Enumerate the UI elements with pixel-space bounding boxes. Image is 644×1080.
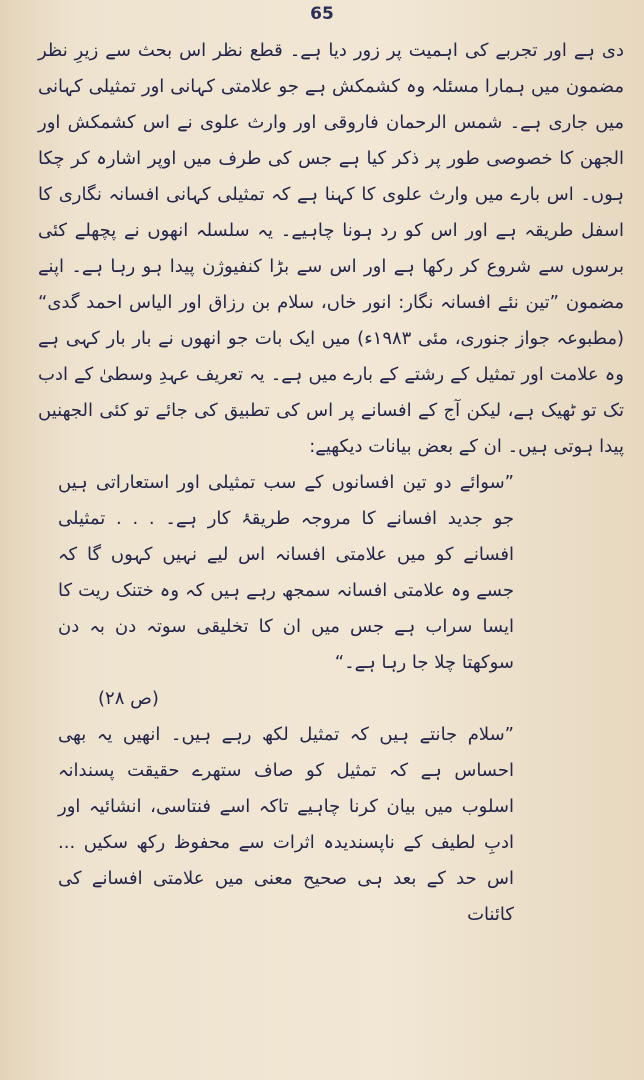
body-text xyxy=(38,33,624,933)
quote-1 xyxy=(58,465,514,717)
quote-1-reference: (ص ۲۸) xyxy=(98,688,159,709)
page-number: 65 xyxy=(310,4,334,24)
quote-1-text: ”سوائے دو تین افسانوں کے سب تمثیلی اور استعاراتی ہیں جو جدید افسانے کا مروجہ طریقۂ کار ہے۔ . . . تمثیلی افسانے کو میں علامتی افسانہ اس لیے نہیں کہوں گا کہ جسے وہ علامتی افسانہ سمجھ رہے ہیں کہ وہ ختنک ریت کا ایسا سراب ہے جس میں ان کا تخلیقی سوتہ دن بہ دن سوکھتا چلا جا رہا ہے۔“ xyxy=(58,472,514,673)
quote-2 xyxy=(58,717,514,933)
quote-2-text: ”سلام جانتے ہیں کہ تمثیل لکھ رہے ہیں۔ انھیں یہ بھی احساس ہے کہ تمثیل کو صاف ستھرے حقیقت پسندانہ اسلوب میں بیان کرنا چاہیے تاکہ اسے فنتاسی، انشائیہ اور ادبِ لطیف کے ناپسندیدہ اثرات سے محفوظ رکھ سکیں ... اس حد کے بعد ہی صحیح معنی میں علامتی افسانے کی کائنات xyxy=(58,724,514,925)
paragraph-1: دی ہے اور تجربے کی اہمیت پر زور دیا ہے۔ قطع نظر اس بحث سے زیرِ نظر مضمون میں ہمارا مسئلہ وہ کشمکش ہے جو علامتی کہانی اور تمثیلی کہانی میں جاری ہے۔ شمس الرحمان فاروقی اور وارث علوی نے اس کشمکش اور الجھن کا خصوصی طور پر ذکر کیا ہے جس کی طرف میں اوپر اشارہ کر چکا ہوں۔ اس بارے میں وارث علوی کا کہنا ہے کہ تمثیلی کہانی افسانہ نگاری کا اسفل طریقہ ہے اور اس کو رد ہونا چاہیے۔ یہ سلسلہ انھوں نے پچھلے کئی برسوں سے شروع کر رکھا ہے اور اس سے بڑا کنفیوژن پیدا ہو رہا ہے۔ اپنے مضمون ”تین نئے افسانہ نگار: انور خاں، سلام بن رزاق اور الیاس احمد گدی“ (مطبوعہ جواز جنوری، مئی ۱۹۸۳ء) میں ایک بات جو انھوں نے بار بار کہی ہے وہ علامت اور تمثیل کے رشتے کے بارے میں ہے۔ یہ تعریف عہدِ وسطیٰ کے ادب تک تو ٹھیک ہے، لیکن آج کے افسانے پر اس کی تطبیق کی جائے تو کئی الجھنیں پیدا ہوتی ہیں۔ ان کے بعض بیانات دیکھیے: xyxy=(38,40,624,457)
